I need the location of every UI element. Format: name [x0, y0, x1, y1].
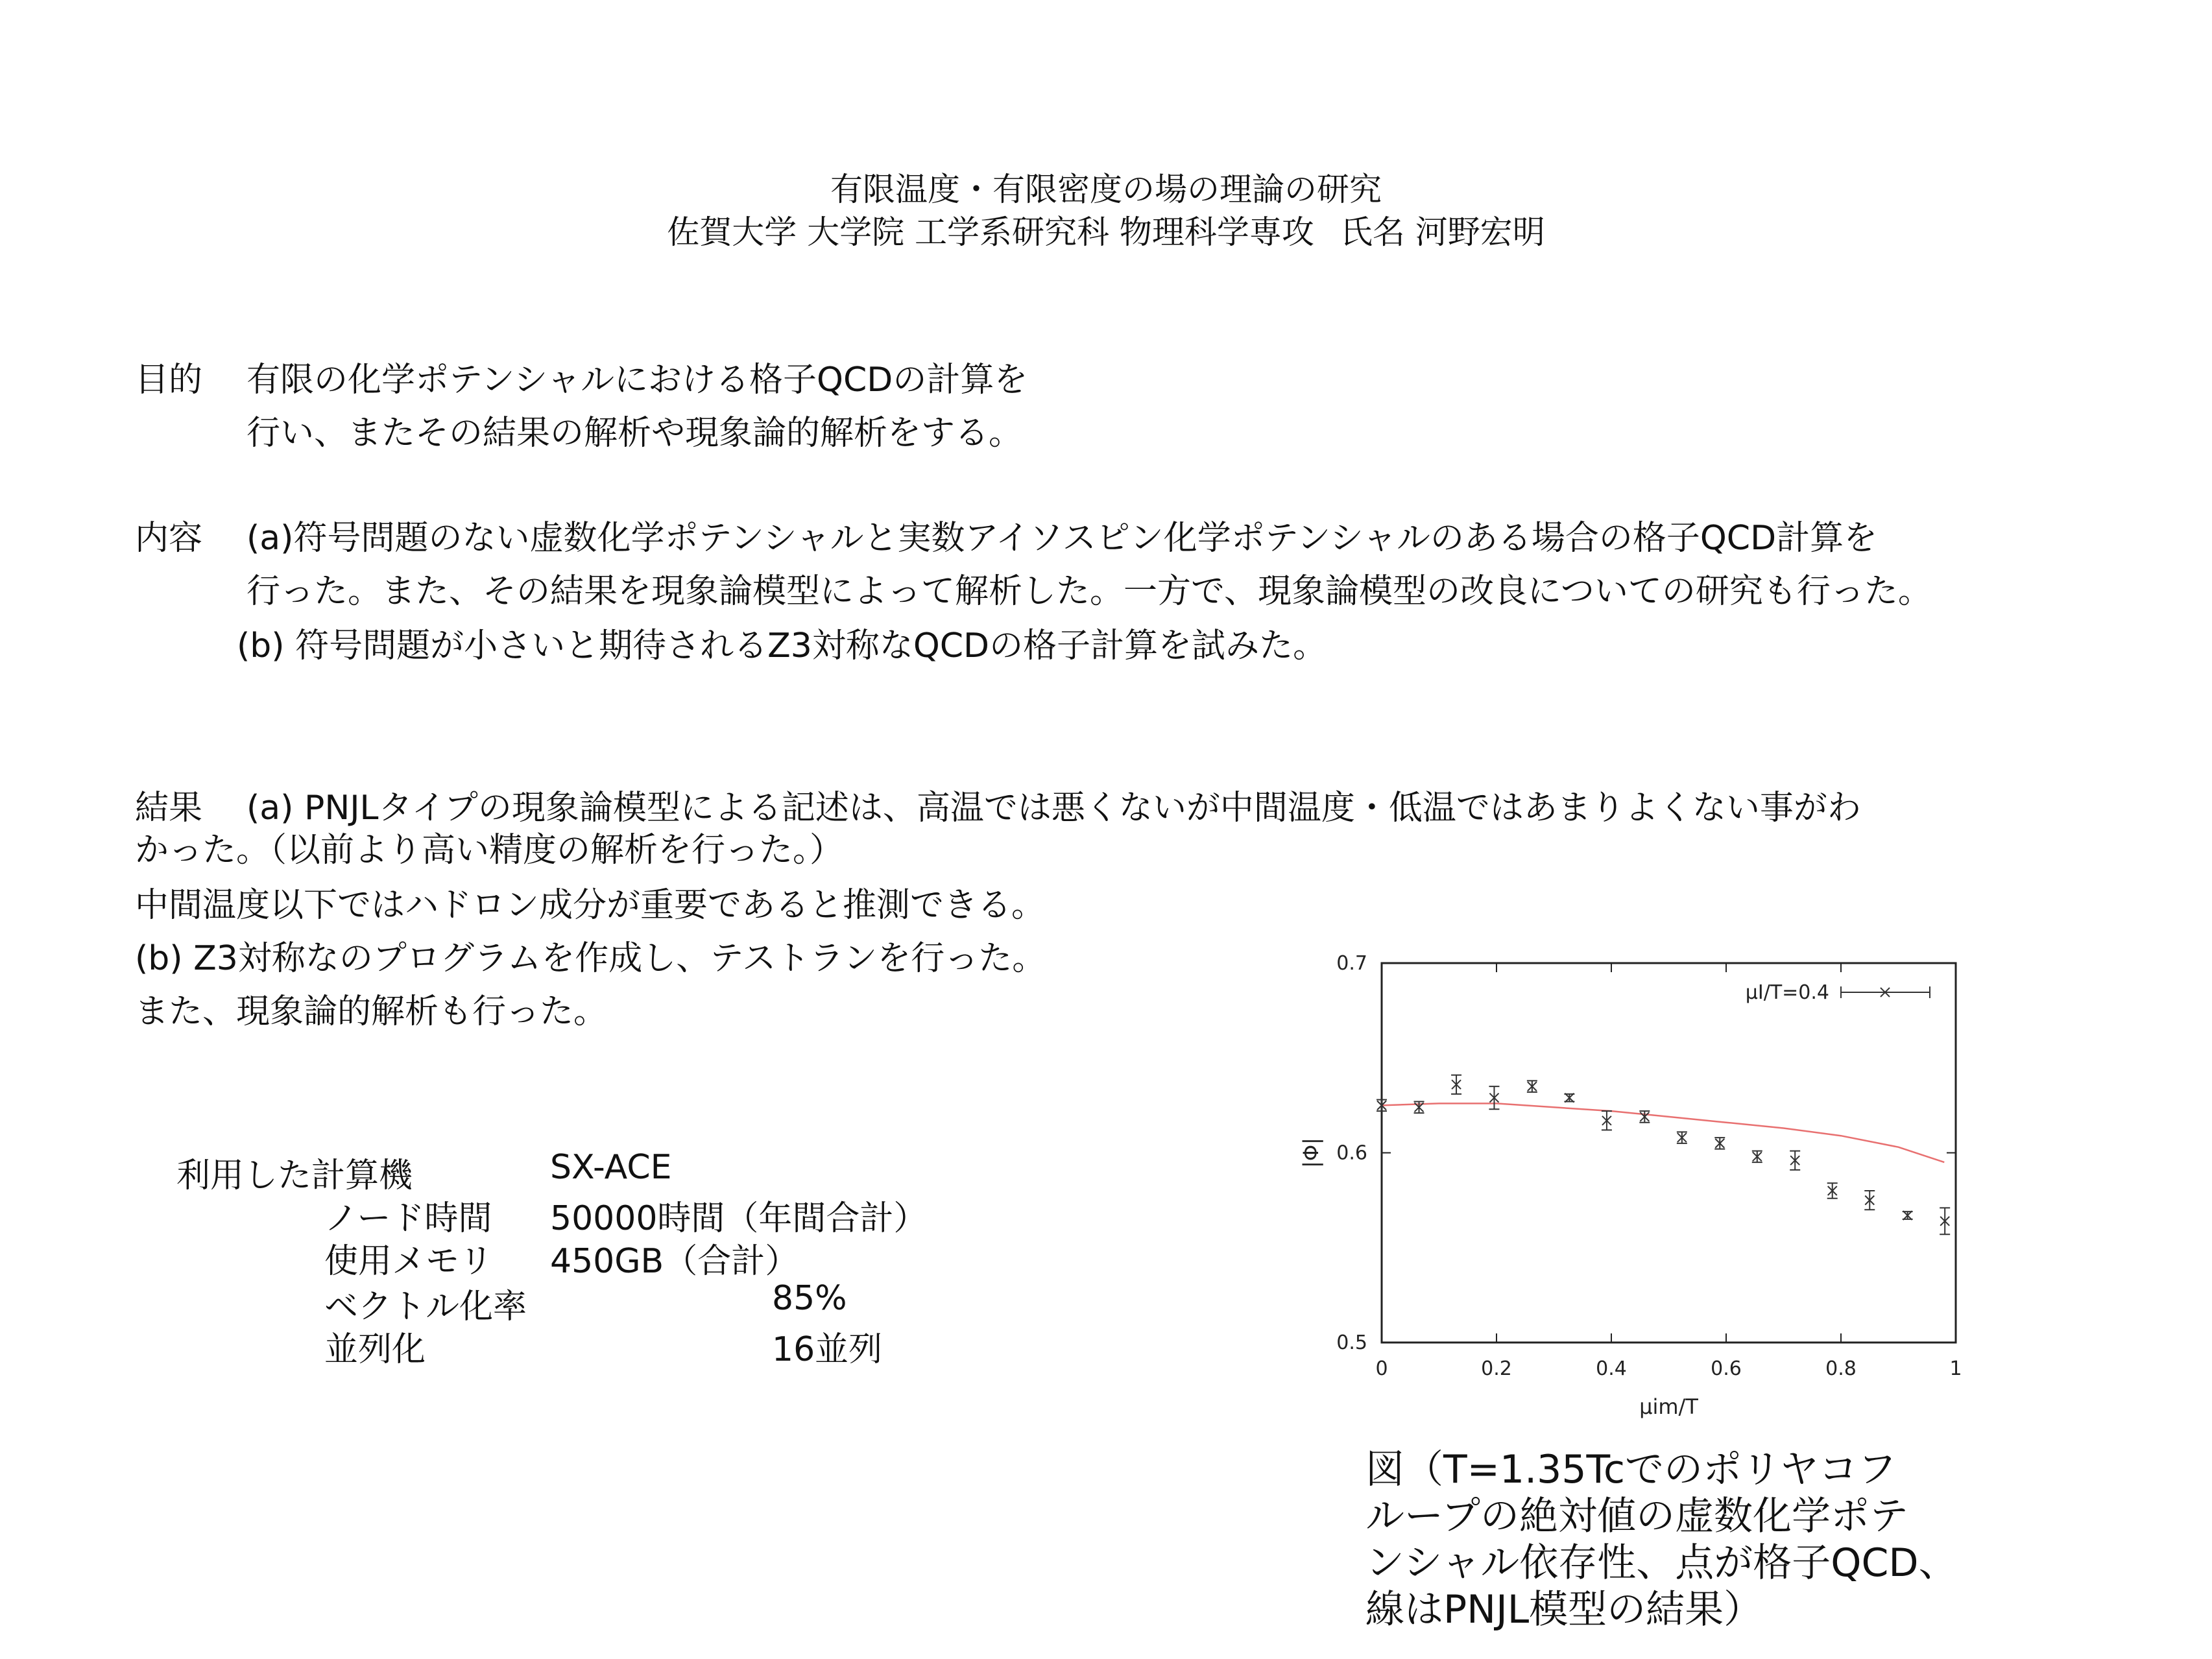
page-title: 有限温度・有限密度の場の理論の研究	[830, 171, 1382, 208]
lattice-data-point	[1602, 1111, 1612, 1130]
lattice-data-point	[1752, 1151, 1762, 1163]
lattice-data-point	[1489, 1086, 1499, 1109]
result-line-3: 中間温度以下ではハドロン成分が重要であると推測できる。	[135, 886, 1045, 925]
node-hours-label: ノード時間	[324, 1199, 492, 1238]
result-label: 結果	[135, 789, 203, 828]
lattice-data-point	[1414, 1102, 1425, 1114]
computer-value: SX-ACE	[550, 1148, 672, 1187]
result-line-4: (b) Z3対称なのプログラムを作成し、テストランを行った。	[135, 939, 1046, 978]
purpose-line-2: 行い、またその結果の解析や現象論的解析をする。	[246, 414, 1023, 453]
caption-line-4: 線はPNJL模型の結果）	[1365, 1587, 1763, 1632]
parallel-value: 16並列	[772, 1330, 883, 1369]
caption-line-2: ループの絶対値の虚数化学ポテ	[1365, 1494, 1908, 1539]
memory-value: 450GB（合計）	[550, 1242, 799, 1281]
purpose-label: 目的	[135, 361, 203, 400]
lattice-data-point	[1714, 1138, 1725, 1149]
result-line-2: かった。（以前より高い精度の解析を行った。）	[135, 831, 844, 870]
y-axis-label: |Φ|	[1299, 1138, 1323, 1168]
y-tick-label: 0.7	[1336, 952, 1367, 975]
lattice-data-point	[1527, 1080, 1537, 1092]
result-line-5: また、現象論的解析も行った。	[135, 992, 608, 1031]
computer-label: 利用した計算機	[176, 1156, 413, 1195]
x-tick-label: 0.8	[1825, 1357, 1857, 1380]
lattice-data-point	[1564, 1093, 1574, 1103]
polyakov-loop-chart	[1291, 934, 1991, 1440]
lattice-data-point	[1940, 1208, 1950, 1234]
pnjl-model-line	[1382, 1103, 1944, 1162]
content-line-1: (a)符号問題のない虚数化学ポテンシャルと実数アイソスピン化学ポテンシャルのある場合の格子QCD計算を	[246, 519, 1878, 558]
content-label: 内容	[135, 519, 203, 558]
y-tick-label: 0.6	[1336, 1141, 1367, 1165]
legend-label: μI/T=0.4	[1745, 981, 1829, 1004]
lattice-data-point	[1864, 1191, 1875, 1210]
lattice-data-point	[1677, 1132, 1687, 1143]
author-line	[0, 206, 2212, 253]
author-label: 氏名	[1340, 213, 1405, 251]
node-hours-value: 50000時間（年間合計）	[550, 1199, 928, 1238]
x-tick-label: 0	[1375, 1357, 1388, 1380]
vectorization-value: 85%	[772, 1279, 847, 1318]
lattice-data-point	[1451, 1075, 1461, 1094]
memory-label: 使用メモリ	[324, 1242, 494, 1281]
y-tick-label: 0.5	[1336, 1331, 1367, 1354]
content-line-3: (b) 符号問題が小さいと期待されるZ3対称なQCDの格子計算を試みた。	[237, 627, 1327, 665]
lattice-data-point	[1639, 1111, 1650, 1123]
x-tick-label: 0.2	[1481, 1357, 1512, 1380]
x-tick-label: 0.6	[1711, 1357, 1742, 1380]
affiliation: 佐賀大学 大学院 工学系研究科 物理科学専攻	[667, 213, 1314, 251]
vectorization-label: ベクトル化率	[324, 1287, 527, 1326]
author-name: 河野宏明	[1415, 213, 1545, 251]
lattice-data-point	[1827, 1183, 1838, 1198]
parallel-label: 並列化	[324, 1330, 426, 1369]
caption-line-3: ンシャル依存性、点が格子QCD、	[1365, 1540, 1958, 1586]
x-axis-label: μim/T	[1639, 1394, 1698, 1419]
content-line-2: 行った。また、その結果を現象論模型によって解析した。一方で、現象論模型の改良についての研究も行った。	[246, 572, 1932, 611]
lattice-data-point	[1903, 1211, 1913, 1220]
purpose-line-1: 有限の化学ポテンシャルにおける格子QCDの計算を	[246, 361, 1028, 400]
result-line-1: (a) PNJLタイプの現象論模型による記述は、高温では悪くないが中間温度・低温ではあまりよくない事がわ	[246, 789, 1861, 828]
x-tick-label: 0.4	[1596, 1357, 1627, 1380]
plot-frame	[1382, 963, 1956, 1343]
caption-line-1: 図（T=1.35Tcでのポリヤコフ	[1365, 1447, 1897, 1492]
x-tick-label: 1	[1949, 1357, 1962, 1380]
lattice-data-point	[1790, 1151, 1800, 1170]
